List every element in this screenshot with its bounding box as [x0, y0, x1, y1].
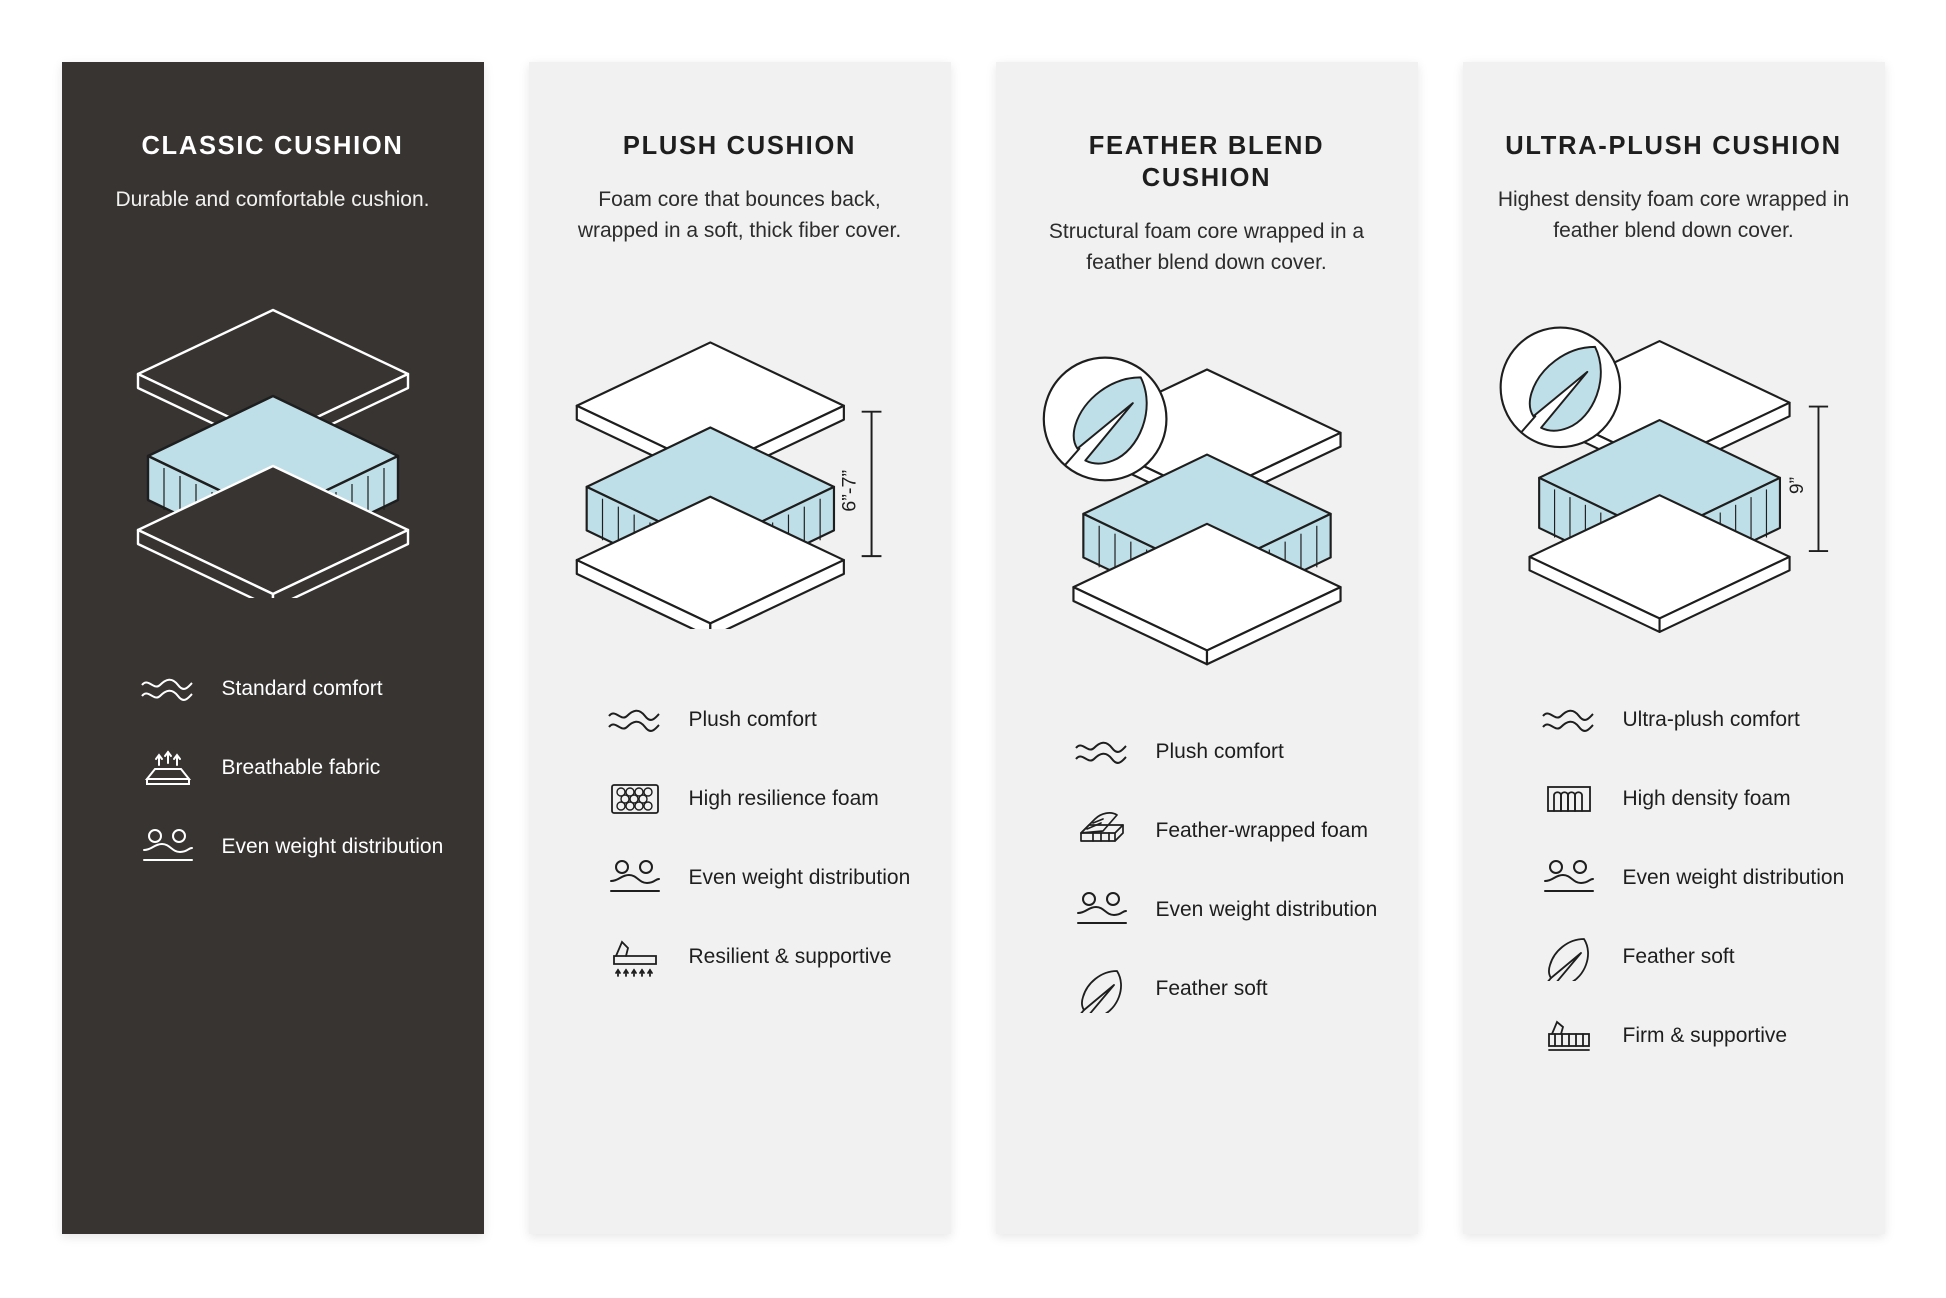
cushion-layers-illustration: [90, 233, 456, 653]
even-weight-icon: [136, 821, 200, 873]
wave-comfort-icon: [1537, 694, 1601, 746]
cushion-layers-illustration: [557, 264, 923, 684]
feature-label: High resilience foam: [688, 787, 879, 810]
exploded-cushion-diagram: [1024, 346, 1390, 666]
feature-item: [1537, 694, 1857, 746]
feature-item: [136, 742, 456, 794]
feature-label: Feather soft: [1155, 977, 1268, 1000]
feather-wrapped-foam-icon: [1070, 805, 1134, 857]
wave-comfort-icon: [603, 694, 667, 746]
feature-item: [603, 694, 923, 746]
feature-label: Even weight distribution: [1155, 898, 1378, 921]
feature-label: High density foam: [1622, 787, 1791, 810]
feature-item: [1070, 726, 1390, 778]
card-ultra-plush-cushion: [1463, 62, 1885, 1234]
exploded-cushion-diagram: [108, 288, 438, 598]
feature-item: [1537, 1010, 1857, 1062]
supportive-seat-icon: [603, 931, 667, 983]
card-plush-cushion: [529, 62, 951, 1234]
card-title: ULTRA-PLUSH CUSHION: [1505, 132, 1842, 160]
feature-label: Ultra-plush comfort: [1622, 708, 1800, 731]
feature-list: [90, 663, 456, 873]
feature-item: [136, 821, 456, 873]
feature-label: Plush comfort: [688, 708, 817, 731]
card-description: Structural foam core wrapped in a feather blend down cover.: [1048, 220, 1365, 274]
feature-label: Firm & supportive: [1622, 1024, 1788, 1047]
feature-label: Feather soft: [1622, 945, 1735, 968]
firm-supportive-icon: [1537, 1010, 1601, 1062]
feature-list: [557, 694, 923, 983]
feature-label: Even weight distribution: [1622, 866, 1845, 889]
card-title: CLASSIC CUSHION: [141, 132, 404, 160]
exploded-cushion-diagram: [1491, 314, 1857, 634]
card-description: Highest density foam core wrapped in feather blend down cover.: [1497, 188, 1850, 242]
cushion-layers-illustration: [1024, 296, 1390, 716]
cushion-layers-illustration: [1491, 264, 1857, 684]
feature-label: Even weight distribution: [688, 866, 911, 889]
card-description: Durable and comfortable cushion.: [115, 188, 430, 211]
feature-item: [1070, 884, 1390, 936]
feature-label: Breathable fabric: [221, 756, 381, 779]
feature-list: [1024, 726, 1390, 1015]
feather-badge: [1500, 328, 1619, 447]
card-feather-blend-cushion: [996, 62, 1418, 1234]
even-weight-icon: [603, 852, 667, 904]
even-weight-icon: [1537, 852, 1601, 904]
feature-label: Feather-wrapped foam: [1155, 819, 1368, 842]
card-classic-cushion: [62, 62, 484, 1234]
feather-icon: [1070, 963, 1134, 1015]
feature-label: Standard comfort: [221, 677, 383, 700]
feature-item: [603, 931, 923, 983]
dimension-bracket: [861, 412, 881, 556]
dimension-label: 9”: [1786, 476, 1808, 495]
wave-comfort-icon: [1070, 726, 1134, 778]
feature-item: [603, 852, 923, 904]
feature-list: [1491, 694, 1857, 1062]
honeycomb-foam-icon: [603, 773, 667, 825]
feature-item: [1537, 931, 1857, 983]
even-weight-icon: [1070, 884, 1134, 936]
dimension-label: 6”-7”: [838, 469, 861, 512]
feature-item: [1070, 805, 1390, 857]
breathable-fabric-icon: [136, 742, 200, 794]
feature-label: Resilient & supportive: [688, 945, 892, 968]
feature-label: Plush comfort: [1155, 740, 1284, 763]
exploded-cushion-diagram: [557, 319, 923, 629]
feature-label: Even weight distribution: [221, 835, 444, 858]
feature-item: [603, 773, 923, 825]
wave-comfort-icon: [136, 663, 200, 715]
feature-item: [1537, 773, 1857, 825]
feature-item: [1537, 852, 1857, 904]
feature-item: [1070, 963, 1390, 1015]
card-title: PLUSH CUSHION: [622, 132, 857, 160]
dimension-bracket: [1808, 407, 1827, 551]
card-description: Foam core that bounces back, wrapped in a soft, thick fiber cover.: [577, 188, 902, 242]
card-title: FEATHER BLEND CUSHION: [1088, 132, 1325, 192]
high-density-foam-icon: [1537, 773, 1601, 825]
feather-icon: [1537, 931, 1601, 983]
feather-badge: [1043, 358, 1166, 481]
feature-item: [136, 663, 456, 715]
